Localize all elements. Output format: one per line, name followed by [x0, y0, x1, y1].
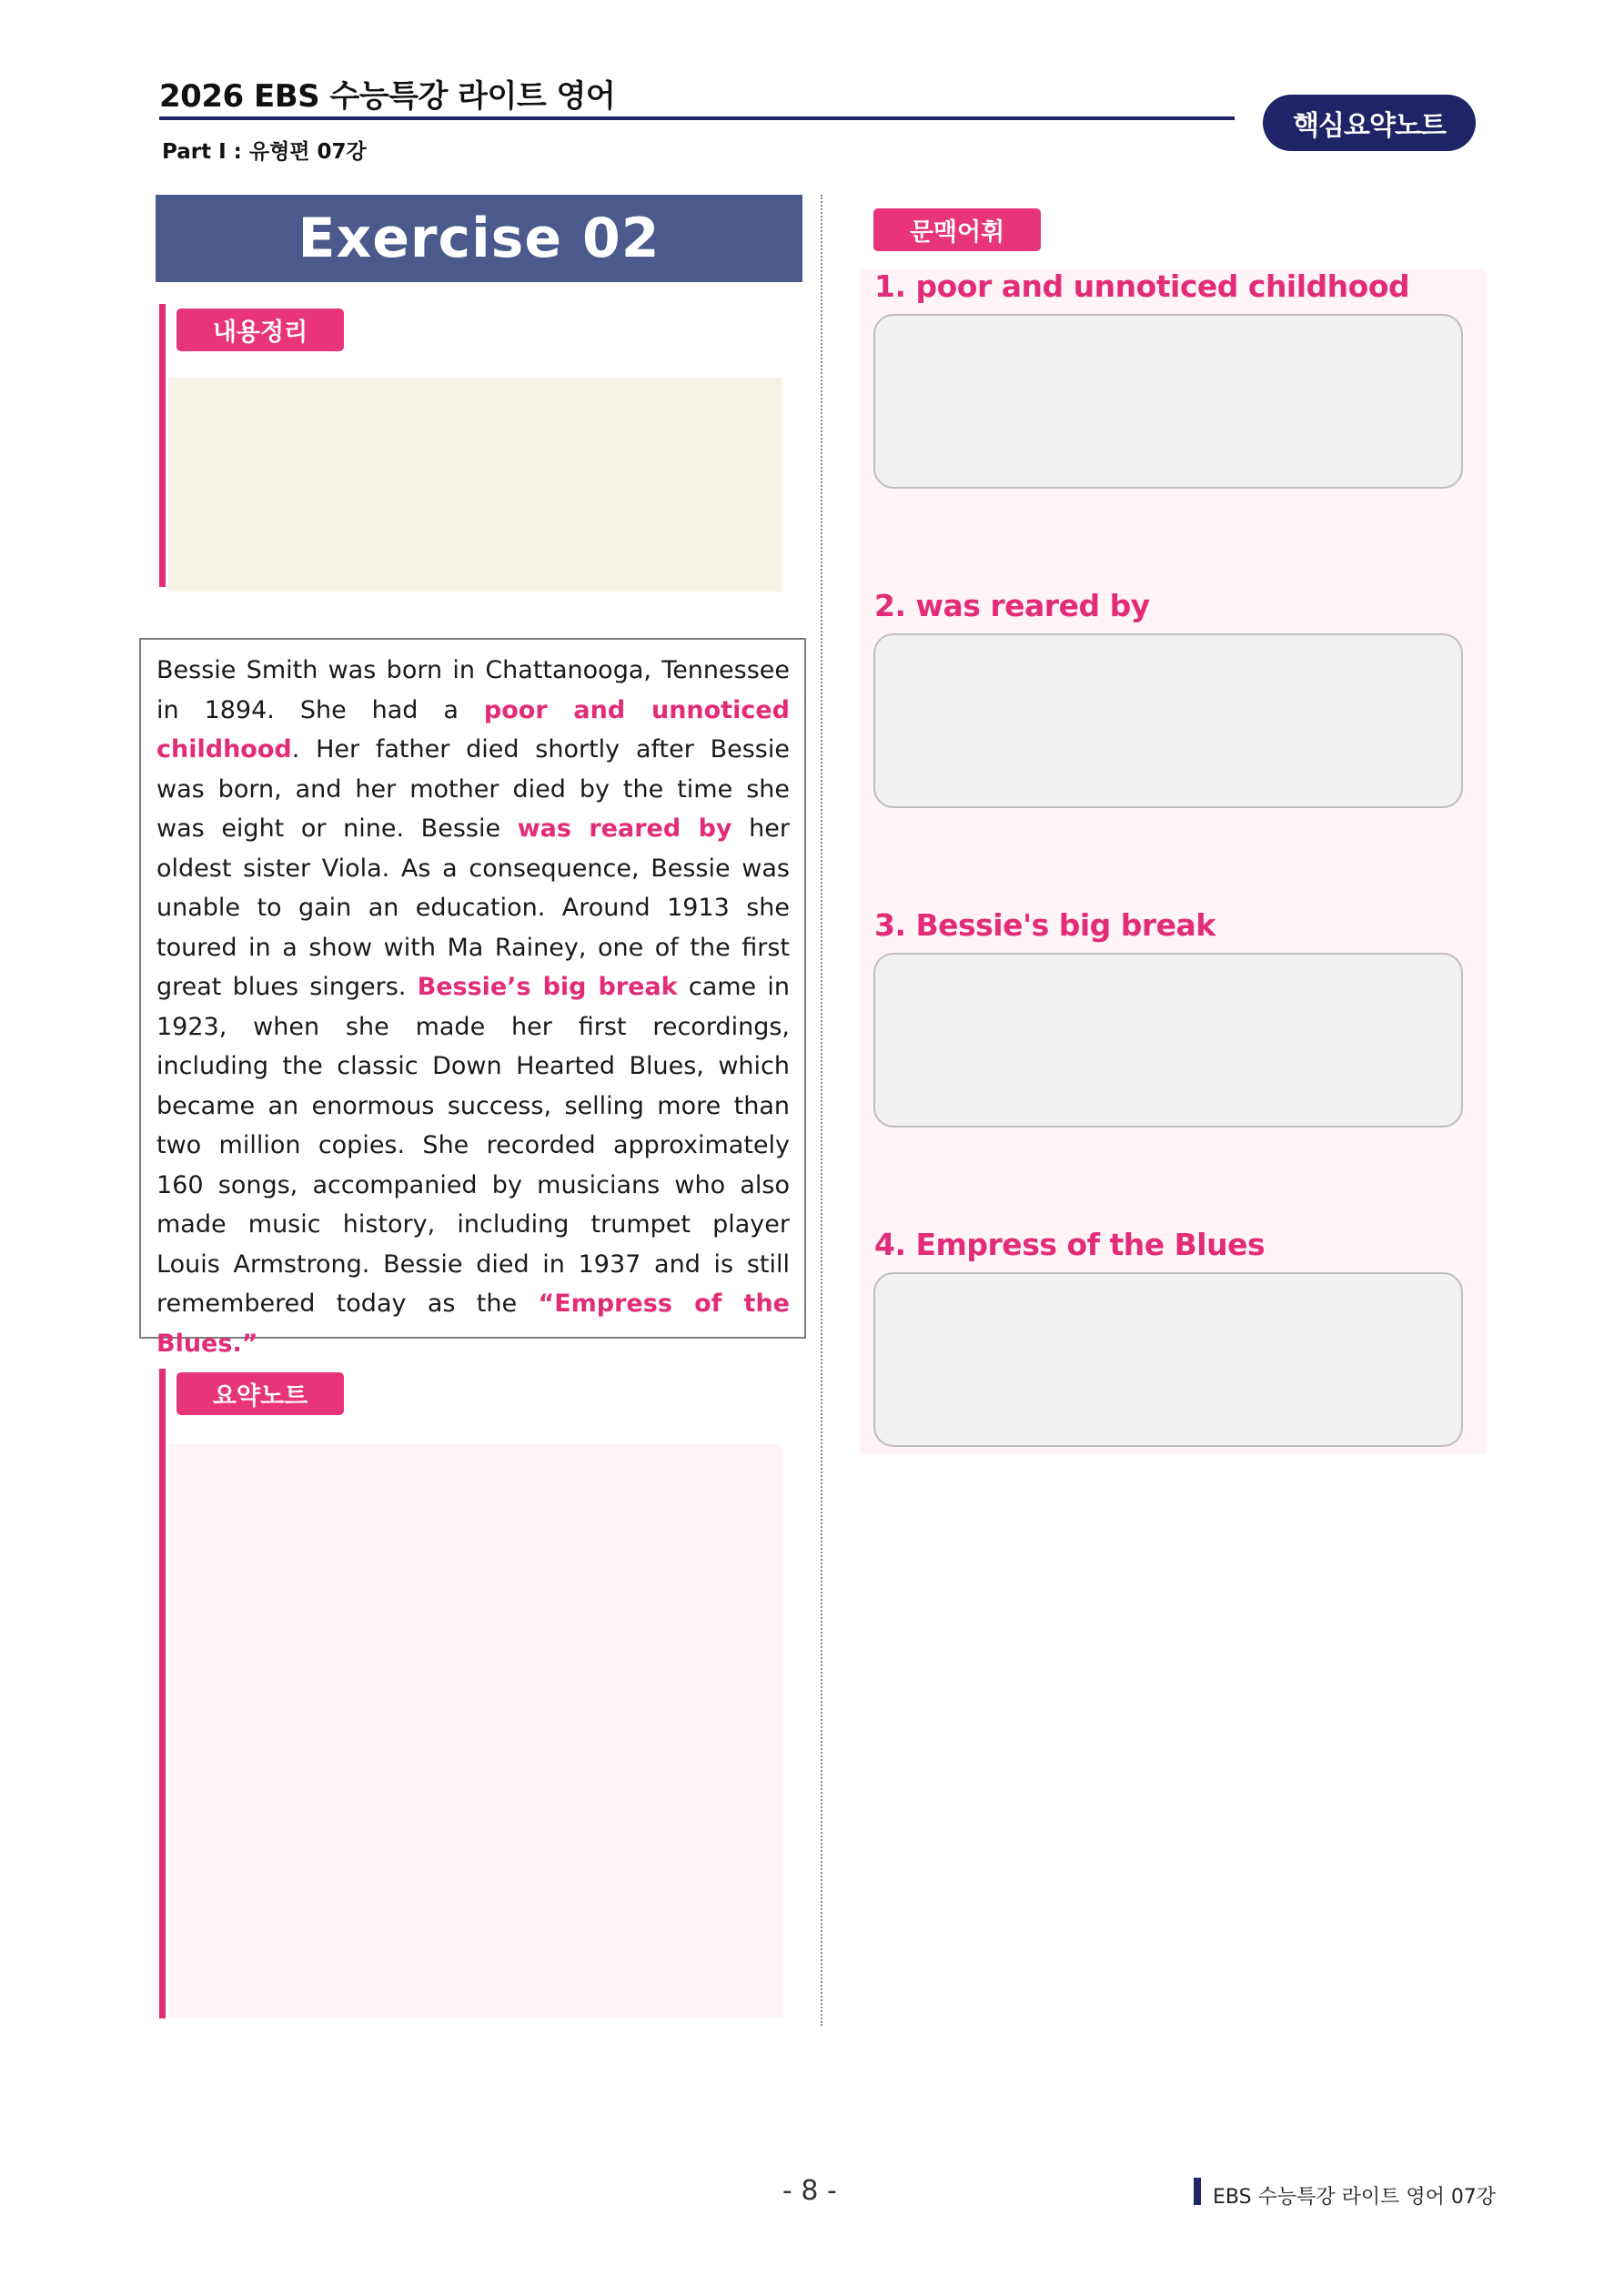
summary-tag: 내용정리 — [177, 308, 344, 351]
summary-box — [168, 378, 782, 592]
document-title: 2026 EBS 수능특강 라이트 영어 — [159, 78, 616, 115]
footer-text: EBS 수능특강 라이트 영어 07강 — [1213, 2186, 1497, 2209]
highlight-phrase: “Empress of the Blues.” — [156, 1290, 790, 1358]
passage-segment: . Her father died shortly after Bessie was born, and her mother died by the time she was eight or nine. Bessie — [156, 735, 790, 843]
passage-segment: her oldest sister Viola. As a consequence, Bessie was unable to gain an education. Around 1913 she toured in a show with Ma Rainey, one of the first great blues singers. — [156, 814, 790, 1001]
page-number: - 8 - — [782, 2175, 837, 2207]
highlight-phrase: poor and unnoticed childhood — [156, 695, 790, 764]
passage-segment: came in 1923, when she made her first recordings, including the classic Down Hearted Blues, which became an enormous success, selling more than two million copies. She recorded approximately 160 songs, accompanied by musicians who also made music history, including trumpet player Louis Armstrong. Bessie died in 1937 and is still remembered today as the — [156, 973, 790, 1318]
vocab-heading-2: 2. was reared by — [874, 588, 1150, 623]
notes-box — [168, 1444, 782, 2018]
vocab-answer-box-4 — [873, 1272, 1463, 1447]
highlight-phrase: Bessie’s big break — [417, 973, 678, 1001]
highlight-phrase: was reared by — [517, 814, 732, 843]
vocab-heading-4: 4. Empress of the Blues — [874, 1227, 1266, 1262]
exercise-title: Exercise 02 — [156, 195, 802, 282]
passage-segment: Bessie Smith was born in Chattanooga, Tennessee in 1894. She had a — [156, 656, 790, 724]
vocab-heading-3: 3. Bessie's big break — [874, 907, 1215, 943]
footer-marker — [1194, 2178, 1201, 2205]
column-divider — [821, 195, 822, 2026]
notes-tag: 요약노트 — [177, 1372, 344, 1415]
passage-text — [139, 638, 806, 1358]
document-subtitle: Part Ⅰ : 유형편 07강 — [162, 140, 367, 164]
vocab-answer-box-2 — [873, 633, 1463, 808]
vocab-heading-1: 1. poor and unnoticed childhood — [874, 268, 1410, 304]
vocab-answer-box-3 — [873, 953, 1463, 1128]
summary-section-bar — [159, 304, 166, 587]
vocab-answer-box-1 — [873, 314, 1463, 489]
notes-section-bar — [159, 1369, 166, 2018]
header-badge: 핵심요약노트 — [1263, 95, 1476, 151]
vocab-tag: 문맥어휘 — [873, 208, 1041, 251]
header-rule — [159, 116, 1235, 120]
